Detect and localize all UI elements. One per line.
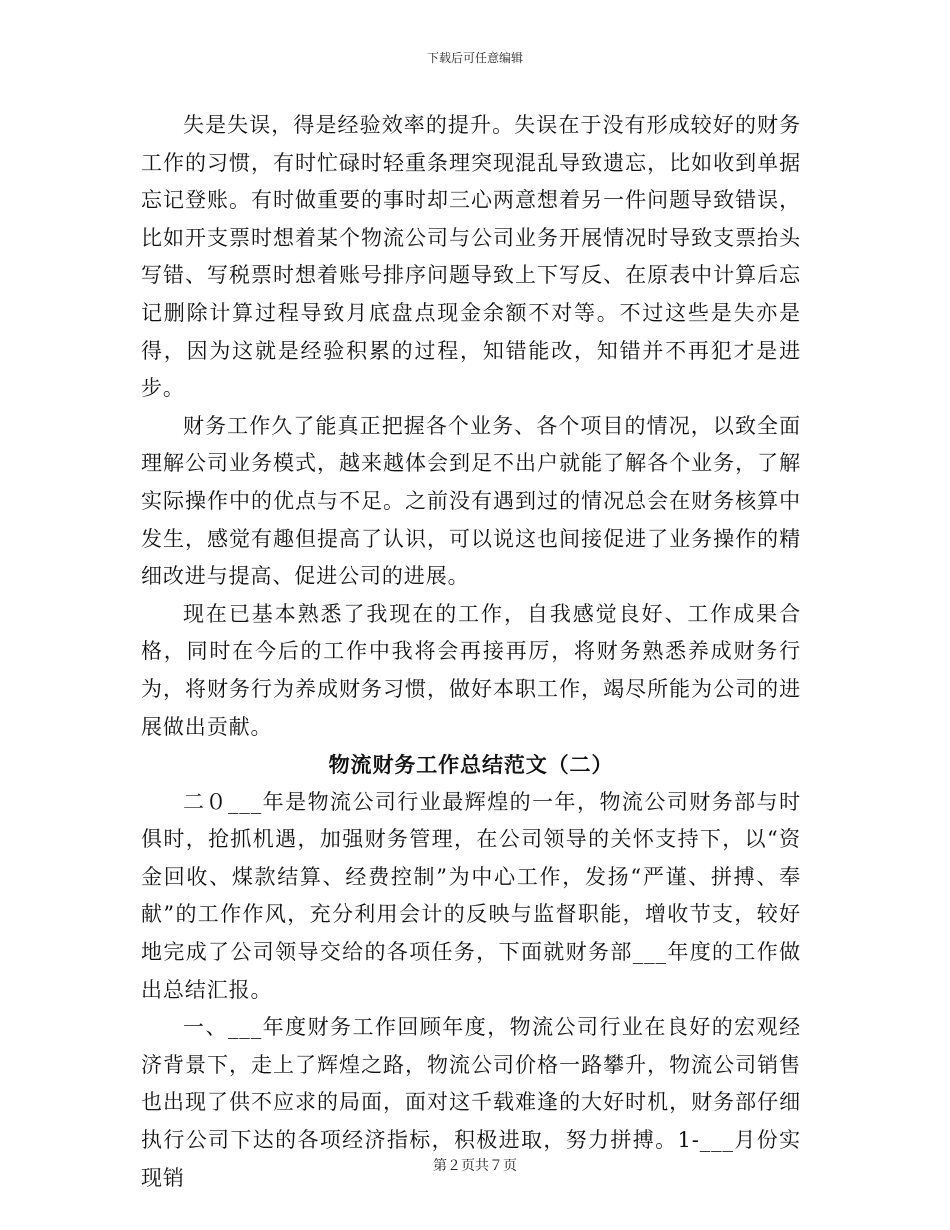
section-title: 物流财务工作总结范文（二） xyxy=(328,752,614,778)
paragraph-2: 财务工作久了能真正把握各个业务、各个项目的情况，以致全面理解公司业务模式，越来越体会到足不出户就能了解各个业务，了解实际操作中的优点与不足。之前没有遇到过的情况总会在财务核算中发生，感觉有趣但提高了认识，可以说这也间接促进了业务操作的精细改进与提高、促进公司的进展。 xyxy=(141,413,801,589)
paragraph-3: 现在已基本熟悉了我现在的工作，自我感觉良好、工作成果合格，同时在今后的工作中我将会再接再厉，将财务熟悉养成财务行为，将财务行为养成财务习惯，做好本职工作，竭尽所能为公司的进展做出贡献。 xyxy=(141,601,801,739)
paragraph-5: 一、___年度财务工作回顾年度，物流公司行业在良好的宏观经济背景下，走上了辉煌之路，物流公司价格一路攀升，物流公司销售也出现了供不应求的局面，面对这千载难逢的大好时机，财务部仔细执行公司下达的各项经济指标，积极进取，努力拼搏。1-___月份实现销 xyxy=(141,1015,801,1190)
paragraph-1: 失是失误，得是经验效率的提升。失误在于没有形成较好的财务工作的习惯，有时忙碌时轻重条理突现混乱导致遗忘，比如收到单据忘记登账。有时做重要的事时却三心两意想着另一件问题导致错误，比如开支票时想着某个物流公司与公司业务开展情况时导致支票抬头写错、写税票时想着账号排序问题导致上下写反、在原表中计算后忘记删除计算过程导致月底盘点现金余额不对等。不过这些是失亦是得，因为这就是经验积累的过程，知错能改，知错并不再犯才是进步。 xyxy=(141,113,801,401)
paragraph-4: 二０___年是物流公司行业最辉煌的一年，物流公司财务部与时俱时，抢抓机遇，加强财务管理，在公司领导的关怀支持下，以“资金回收、煤款结算、经费控制”为中心工作，发扬“严谨、拼搏、奉献”的工作作风，充分利用会计的反映与监督职能，增收节支，较好地完成了公司领导交给的各项任务，下面就财务部___年度的工作做出总结汇报。 xyxy=(141,789,801,1002)
document-body xyxy=(141,107,801,1197)
page-number: 第２页共７页 xyxy=(433,1158,517,1174)
page-header-note: 下载后可任意编辑 xyxy=(426,51,523,65)
